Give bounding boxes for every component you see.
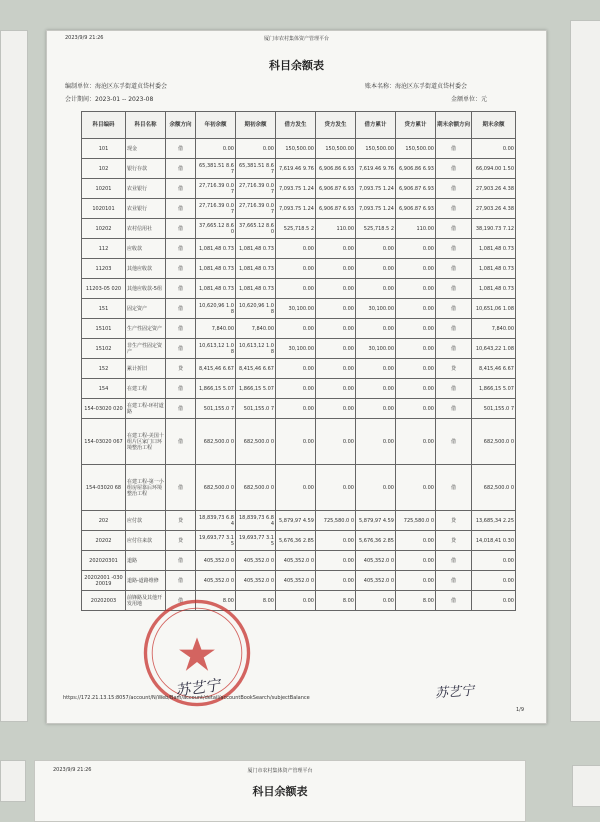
table-cell: 借 <box>436 339 472 359</box>
table-cell: 10,620,96 1.08 <box>196 299 236 319</box>
table-cell: 借 <box>436 259 472 279</box>
table-cell: 贷 <box>166 531 196 551</box>
table-cell: 405,352.0 0 <box>196 571 236 591</box>
table-cell: 7,093.75 1.24 <box>356 199 396 219</box>
table-cell: 借 <box>166 199 196 219</box>
print-datetime: 2023/9/9 21:26 <box>65 35 104 41</box>
header-period-begin: 期初余额 <box>236 112 276 139</box>
table-row <box>82 531 516 551</box>
table-cell: 8.00 <box>196 591 236 611</box>
table-cell: 借 <box>436 239 472 259</box>
table-cell: 27,716.39 0.07 <box>196 199 236 219</box>
table-header-row <box>82 112 516 139</box>
table-cell: 0.00 <box>316 465 356 511</box>
table-cell: 0.00 <box>396 399 436 419</box>
table-cell: 1,866,15 5.07 <box>472 379 516 399</box>
table-cell: 固定资产 <box>126 299 166 319</box>
table-cell: 0.00 <box>396 259 436 279</box>
table-cell: 0.00 <box>356 379 396 399</box>
background-sheet-right <box>570 20 600 722</box>
meta-account-label: 账本名称： <box>365 83 396 90</box>
table-cell: 贷 <box>436 511 472 531</box>
table-cell: 借 <box>166 379 196 399</box>
table-row <box>82 571 516 591</box>
table-cell: 6,906.87 6.93 <box>396 179 436 199</box>
table-cell: 30,100.00 <box>276 299 316 319</box>
table-cell: 0.00 <box>472 551 516 571</box>
table-cell: 10,643,22 1.08 <box>472 339 516 359</box>
table-cell: 405,352.0 0 <box>276 551 316 571</box>
table-cell: 7,619.46 9.76 <box>276 159 316 179</box>
meta-currency <box>451 94 487 103</box>
table-cell: 借 <box>166 219 196 239</box>
table-cell: 18,839,73 6.84 <box>196 511 236 531</box>
table-cell: 1,081,48 0.73 <box>236 259 276 279</box>
table-cell: 682,500.0 0 <box>472 419 516 465</box>
table-cell: 借 <box>436 199 472 219</box>
table-cell: 405,352.0 0 <box>276 571 316 591</box>
table-cell: 1020101 <box>82 199 126 219</box>
table-cell: 借 <box>166 339 196 359</box>
table-cell: 30,100.00 <box>356 339 396 359</box>
table-row <box>82 551 516 571</box>
table-cell: 0.00 <box>316 299 356 319</box>
header-credit: 贷方发生 <box>316 112 356 139</box>
table-cell: 7,093.75 1.24 <box>356 179 396 199</box>
table-row <box>82 159 516 179</box>
table-cell: 5,676,36 2.85 <box>276 531 316 551</box>
table-cell: 682,500.0 0 <box>236 419 276 465</box>
table-cell: 借 <box>166 139 196 159</box>
meta-period <box>65 94 153 103</box>
table-cell: 1,081,48 0.73 <box>472 259 516 279</box>
table-cell: 借 <box>166 279 196 299</box>
table-cell: 8.00 <box>236 591 276 611</box>
table-cell: 借 <box>166 239 196 259</box>
table-cell: 道路-道路维修 <box>126 571 166 591</box>
table-cell: 27,716.39 0.07 <box>236 179 276 199</box>
table-cell: 5,676,36 2.85 <box>356 531 396 551</box>
table-cell: 501,155.0 7 <box>472 399 516 419</box>
table-cell: 0.00 <box>396 531 436 551</box>
table-cell: 贷 <box>436 359 472 379</box>
table-cell: 0.00 <box>276 279 316 299</box>
table-cell: 0.00 <box>396 379 436 399</box>
table-cell: 借 <box>436 551 472 571</box>
table-cell: 道路 <box>126 551 166 571</box>
table-cell: 27,903.26 4.38 <box>472 179 516 199</box>
table-row <box>82 379 516 399</box>
table-cell: 65,381.51 8.67 <box>236 159 276 179</box>
table-cell: 借 <box>166 259 196 279</box>
table-cell: 0.00 <box>396 571 436 591</box>
table-cell: 在建工程-第一小组房屋靠后环境整治工程 <box>126 465 166 511</box>
table-cell: 8,415,46 6.67 <box>236 359 276 379</box>
table-cell: 借 <box>436 419 472 465</box>
table-cell: 其他应收款-5组 <box>126 279 166 299</box>
bottom-print-datetime: 2023/9/9 21:26 <box>53 767 92 773</box>
table-row <box>82 279 516 299</box>
table-cell: 0.00 <box>316 399 356 419</box>
table-cell: 借 <box>166 465 196 511</box>
table-cell: 贷 <box>436 531 472 551</box>
meta-period-label: 会计期间： <box>65 96 96 103</box>
table-cell: 0.00 <box>316 379 356 399</box>
table-cell: 0.00 <box>356 359 396 379</box>
background-sheet-bottom-left <box>0 760 26 802</box>
table-cell: 154-03020 020 <box>82 399 126 419</box>
table-cell: 1,081,48 0.73 <box>196 279 236 299</box>
table-cell: 37,665.12 8.60 <box>236 219 276 239</box>
header-credit-total: 贷方累计 <box>396 112 436 139</box>
table-cell: 应收款 <box>126 239 166 259</box>
table-cell: 借 <box>166 591 196 611</box>
table-row <box>82 199 516 219</box>
table-cell: 1,081,48 0.73 <box>472 279 516 299</box>
table-cell: 银行存款 <box>126 159 166 179</box>
table-cell: 1,081,48 0.73 <box>196 259 236 279</box>
table-cell: 6,906.87 6.93 <box>396 199 436 219</box>
table-cell: 7,840.00 <box>236 319 276 339</box>
table-cell: 0.00 <box>356 399 396 419</box>
table-cell: 借 <box>436 379 472 399</box>
table-cell: 405,352.0 0 <box>356 571 396 591</box>
meta-currency-value: 元 <box>481 96 488 103</box>
table-cell: 非生产性固定资产 <box>126 339 166 359</box>
table-row <box>82 339 516 359</box>
table-row <box>82 219 516 239</box>
table-cell: 27,716.39 0.07 <box>236 199 276 219</box>
meta-currency-label: 金额单位： <box>451 96 482 103</box>
table-cell: 0.00 <box>396 551 436 571</box>
table-cell: 7,840.00 <box>196 319 236 339</box>
table-cell: 0.00 <box>472 139 516 159</box>
table-cell: 0.00 <box>356 259 396 279</box>
table-cell: 6,906.86 6.93 <box>396 159 436 179</box>
meta-unit <box>65 81 167 90</box>
table-cell: 0.00 <box>276 399 316 419</box>
table-cell: 101 <box>82 139 126 159</box>
table-cell: 借 <box>166 571 196 591</box>
table-cell: 154 <box>82 379 126 399</box>
table-cell: 前锋路及其他开发用地 <box>126 591 166 611</box>
table-cell: 0.00 <box>396 279 436 299</box>
bottom-platform-name: 厦门市农村集体资产管理平台 <box>247 768 313 774</box>
meta-account <box>365 81 467 90</box>
table-cell: 6,906.86 6.93 <box>316 159 356 179</box>
table-cell: 0.00 <box>316 571 356 591</box>
table-cell: 0.00 <box>316 279 356 299</box>
table-cell: 151 <box>82 299 126 319</box>
table-cell: 现金 <box>126 139 166 159</box>
table-cell: 在建工程 <box>126 379 166 399</box>
table-cell: 525,718.5 2 <box>276 219 316 239</box>
table-cell: 10202 <box>82 219 126 239</box>
table-cell: 7,093.75 1.24 <box>276 179 316 199</box>
table-cell: 0.00 <box>472 571 516 591</box>
table-cell: 15102 <box>82 339 126 359</box>
header-year-begin: 年初余额 <box>196 112 236 139</box>
table-cell: 13,685,34 2.25 <box>472 511 516 531</box>
table-cell: 0.00 <box>276 591 316 611</box>
table-cell: 1,081,48 0.73 <box>196 239 236 259</box>
table-cell: 借 <box>436 159 472 179</box>
table-cell: 10,651,06 1.08 <box>472 299 516 319</box>
table-cell: 农村信用社 <box>126 219 166 239</box>
table-cell: 生产性固定资产 <box>126 319 166 339</box>
table-row <box>82 319 516 339</box>
table-cell: 应付款 <box>126 511 166 531</box>
table-cell: 1,081,48 0.73 <box>236 239 276 259</box>
table-cell: 110.00 <box>396 219 436 239</box>
table-cell: 66,094.00 1.50 <box>472 159 516 179</box>
table-cell: 在建工程-美国十组片区家门口环境整治工程 <box>126 419 166 465</box>
table-cell: 借 <box>436 279 472 299</box>
table-cell: 0.00 <box>276 319 316 339</box>
table-cell: 150,500.00 <box>356 139 396 159</box>
table-cell: 借 <box>436 399 472 419</box>
table-cell: 27,903.26 4.38 <box>472 199 516 219</box>
table-cell: 725,580.0 0 <box>316 511 356 531</box>
table-cell: 20202001 -03020019 <box>82 571 126 591</box>
table-cell: 152 <box>82 359 126 379</box>
table-cell: 405,352.0 0 <box>356 551 396 571</box>
table-cell: 0.00 <box>396 239 436 259</box>
table-row <box>82 419 516 465</box>
table-cell: 借 <box>436 465 472 511</box>
table-cell: 0.00 <box>316 319 356 339</box>
table-cell: 102 <box>82 159 126 179</box>
table-cell: 19,693,77 3.15 <box>236 531 276 551</box>
table-cell: 682,500.0 0 <box>472 465 516 511</box>
table-cell: 8,415,46 6.67 <box>196 359 236 379</box>
table-cell: 65,381.51 8.67 <box>196 159 236 179</box>
balance-table <box>81 111 516 611</box>
table-cell: 20202 <box>82 531 126 551</box>
table-cell: 0.00 <box>396 339 436 359</box>
table-cell: 14,018,41 0.30 <box>472 531 516 551</box>
bottom-document-title: 科目余额表 <box>252 785 308 798</box>
table-cell: 0.00 <box>316 259 356 279</box>
table-cell: 0.00 <box>356 239 396 259</box>
table-cell: 其他应收款 <box>126 259 166 279</box>
table-cell: 借 <box>166 399 196 419</box>
table-cell: 38,190.73 7.12 <box>472 219 516 239</box>
table-cell: 0.00 <box>276 259 316 279</box>
table-cell: 30,100.00 <box>276 339 316 359</box>
table-cell: 借 <box>166 179 196 199</box>
platform-name: 厦门市农村集体资产管理平台 <box>263 36 329 42</box>
table-cell: 应付往来款 <box>126 531 166 551</box>
table-cell: 1,866,15 5.07 <box>196 379 236 399</box>
table-cell: 11203-05 020 <box>82 279 126 299</box>
table-cell: 0.00 <box>276 379 316 399</box>
background-sheet-bottom-right <box>572 765 600 807</box>
table-cell: 10,613,12 1.08 <box>196 339 236 359</box>
table-cell: 8,415,46 6.67 <box>472 359 516 379</box>
table-cell: 150,500.00 <box>316 139 356 159</box>
table-cell: 累计折旧 <box>126 359 166 379</box>
table-cell: 501,155.0 7 <box>236 399 276 419</box>
table-cell: 10,613,12 1.08 <box>236 339 276 359</box>
meta-period-value: 2023-01 -- 2023-08 <box>95 96 154 103</box>
table-cell: 借 <box>166 551 196 571</box>
table-cell: 6,906.87 6.93 <box>316 179 356 199</box>
table-cell: 405,352.0 0 <box>236 551 276 571</box>
header-end-balance: 期末余额 <box>472 112 516 139</box>
table-row <box>82 259 516 279</box>
table-cell: 0.00 <box>472 591 516 611</box>
table-cell: 0.00 <box>276 419 316 465</box>
table-cell: 1,081,48 0.73 <box>236 279 276 299</box>
table-cell: 0.00 <box>236 139 276 159</box>
table-row <box>82 179 516 199</box>
table-cell: 0.00 <box>316 419 356 465</box>
table-cell: 202 <box>82 511 126 531</box>
table-row <box>82 239 516 259</box>
handwritten-signature-right: 苏艺宁 <box>434 683 475 702</box>
table-cell: 0.00 <box>396 299 436 319</box>
table-cell: 682,500.0 0 <box>236 465 276 511</box>
table-cell: 借 <box>166 159 196 179</box>
table-cell: 10201 <box>82 179 126 199</box>
table-body <box>82 139 516 611</box>
table-cell: 0.00 <box>396 319 436 339</box>
table-cell: 1,081,48 0.73 <box>472 239 516 259</box>
table-cell: 525,718.5 2 <box>356 219 396 239</box>
table-cell: 0.00 <box>356 319 396 339</box>
table-cell: 0.00 <box>396 359 436 379</box>
table-cell: 借 <box>436 139 472 159</box>
table-cell: 112 <box>82 239 126 259</box>
table-row <box>82 299 516 319</box>
bottom-document <box>34 760 526 822</box>
table-cell: 0.00 <box>356 465 396 511</box>
table-cell: 682,500.0 0 <box>196 465 236 511</box>
page-number: 1/9 <box>515 707 524 713</box>
table-cell: 27,716.39 0.07 <box>196 179 236 199</box>
table-cell: 借 <box>166 319 196 339</box>
table-row <box>82 139 516 159</box>
document-title: 科目余额表 <box>269 59 324 72</box>
table-cell: 农业银行 <box>126 199 166 219</box>
table-cell: 7,093.75 1.24 <box>276 199 316 219</box>
table-cell: 0.00 <box>316 339 356 359</box>
table-cell: 借 <box>436 319 472 339</box>
table-cell: 贷 <box>166 511 196 531</box>
table-cell: 0.00 <box>356 591 396 611</box>
header-debit: 借方发生 <box>276 112 316 139</box>
meta-account-value: 海沧区东孚街道贞岱村委会 <box>395 83 468 90</box>
table-cell: 7,840.00 <box>472 319 516 339</box>
table-cell: 0.00 <box>316 551 356 571</box>
table-cell: 贷 <box>166 359 196 379</box>
table-cell: 150,500.00 <box>396 139 436 159</box>
table-cell: 8.00 <box>396 591 436 611</box>
balance-sheet-document <box>46 30 547 724</box>
table-cell: 11203 <box>82 259 126 279</box>
table-cell: 37,665.12 8.60 <box>196 219 236 239</box>
table-cell: 借 <box>436 571 472 591</box>
background-sheet-left <box>0 30 28 722</box>
table-cell: 在建工程-环村道路 <box>126 399 166 419</box>
table-cell: 30,100.00 <box>356 299 396 319</box>
footer-url: https://172.21.13.15:8057/account/N/Web/Bam/account/detail/accountBookSearch/subjectBalance <box>63 695 310 701</box>
table-cell: 借 <box>436 179 472 199</box>
handwritten-signature-left: 苏艺宁 <box>174 675 222 701</box>
table-cell: 725,580.0 0 <box>396 511 436 531</box>
table-cell: 借 <box>166 419 196 465</box>
meta-unit-label: 编制单位： <box>65 83 96 90</box>
table-cell: 150,500.00 <box>276 139 316 159</box>
table-cell: 1,866,15 5.07 <box>236 379 276 399</box>
table-cell: 202020301 <box>82 551 126 571</box>
table-cell: 借 <box>436 219 472 239</box>
table-cell: 0.00 <box>396 419 436 465</box>
table-row <box>82 511 516 531</box>
table-row <box>82 465 516 511</box>
table-cell: 405,352.0 0 <box>236 571 276 591</box>
table-cell: 借 <box>166 299 196 319</box>
table-cell: 0.00 <box>396 465 436 511</box>
table-row <box>82 359 516 379</box>
table-cell: 405,352.0 0 <box>196 551 236 571</box>
table-cell: 501,155.0 7 <box>196 399 236 419</box>
table-cell: 0.00 <box>276 239 316 259</box>
table-cell: 110.00 <box>316 219 356 239</box>
table-cell: 0.00 <box>316 239 356 259</box>
table-cell: 借 <box>436 299 472 319</box>
table-cell: 18,839,73 6.84 <box>236 511 276 531</box>
table-cell: 0.00 <box>316 531 356 551</box>
table-cell: 借 <box>436 591 472 611</box>
table-cell: 0.00 <box>276 465 316 511</box>
header-debit-total: 借方累计 <box>356 112 396 139</box>
table-cell: 8.00 <box>316 591 356 611</box>
header-direction: 余额方向 <box>166 112 196 139</box>
table-cell: 0.00 <box>356 419 396 465</box>
table-cell: 154-03020 68 <box>82 465 126 511</box>
table-cell: 10,620,96 1.08 <box>236 299 276 319</box>
table-cell: 15101 <box>82 319 126 339</box>
meta-unit-value: 海沧区东孚街道贞岱村委会 <box>95 83 168 90</box>
table-cell: 154-03020 067 <box>82 419 126 465</box>
table-cell: 19,693,77 3.15 <box>196 531 236 551</box>
table-cell: 20202003 <box>82 591 126 611</box>
header-code: 科目编码 <box>82 112 126 139</box>
table-cell: 0.00 <box>356 279 396 299</box>
table-cell: 0.00 <box>196 139 236 159</box>
table-cell: 5,879,97 4.59 <box>276 511 316 531</box>
table-cell: 7,619.46 9.76 <box>356 159 396 179</box>
table-cell: 农业银行 <box>126 179 166 199</box>
header-end-direction: 期末余额方向 <box>436 112 472 139</box>
header-name: 科目名称 <box>126 112 166 139</box>
table-cell: 5,879,97 4.59 <box>356 511 396 531</box>
table-cell: 6,906.87 6.93 <box>316 199 356 219</box>
table-cell: 0.00 <box>276 359 316 379</box>
table-row <box>82 399 516 419</box>
table-cell: 0.00 <box>316 359 356 379</box>
table-cell: 682,500.0 0 <box>196 419 236 465</box>
